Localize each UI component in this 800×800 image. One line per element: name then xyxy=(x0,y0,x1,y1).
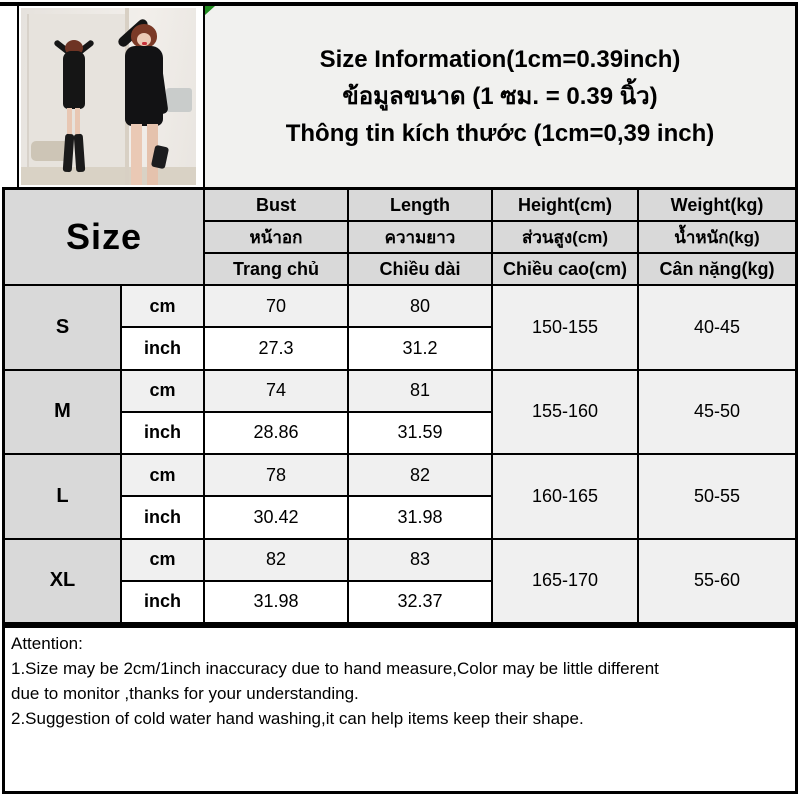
photo-model-reflection xyxy=(49,40,99,185)
col-header-bust-en: Bust xyxy=(205,190,347,220)
row-l-weight: 50-55 xyxy=(639,455,795,538)
row-xl-unit-cm: cm xyxy=(122,540,203,580)
col-header-height-en: Height(cm) xyxy=(493,190,637,220)
col-header-weight-th: น้ำหนัก(kg) xyxy=(639,222,795,252)
row-m-height: 155-160 xyxy=(493,371,637,454)
title-vietnamese: Thông tin kích thước (1cm=0,39 inch) xyxy=(285,119,715,147)
col-header-length-th: ความยาว xyxy=(349,222,491,252)
size-header-cell: Size xyxy=(5,190,203,284)
row-xl-length-inch: 32.37 xyxy=(349,582,491,622)
photo-model-foreground xyxy=(109,18,189,185)
row-l-size: L xyxy=(5,455,120,538)
row-s-size: S xyxy=(5,286,120,369)
row-s-height: 150-155 xyxy=(493,286,637,369)
row-s-length-inch: 31.2 xyxy=(349,328,491,368)
row-l-length-inch: 31.98 xyxy=(349,497,491,537)
row-s-unit-cm: cm xyxy=(122,286,203,326)
excel-corner-marker-icon xyxy=(205,6,215,15)
col-header-weight-en: Weight(kg) xyxy=(639,190,795,220)
title-cell xyxy=(203,6,798,187)
product-photo-cell xyxy=(17,6,203,187)
row-l-bust-inch: 30.42 xyxy=(205,497,347,537)
row-m-length-inch: 31.59 xyxy=(349,413,491,453)
row-xl-height: 165-170 xyxy=(493,540,637,623)
row-xl-unit-inch: inch xyxy=(122,582,203,622)
model-lips xyxy=(142,42,147,45)
model-leg xyxy=(131,124,142,185)
col-header-length-vi: Chiều dài xyxy=(349,254,491,284)
attention-note-1-cont: due to monitor ,thanks for your understanding. xyxy=(11,684,359,703)
col-header-length-en: Length xyxy=(349,190,491,220)
row-xl-bust-cm: 82 xyxy=(205,540,347,580)
row-xl-size: XL xyxy=(5,540,120,623)
title-english: Size Information(1cm=0.39inch) xyxy=(319,45,681,73)
row-xl-length-cm: 83 xyxy=(349,540,491,580)
row-xl-weight: 55-60 xyxy=(639,540,795,623)
col-header-weight-vi: Cân nặng(kg) xyxy=(639,254,795,284)
reflection-boot xyxy=(74,134,86,173)
reflection-boot xyxy=(63,134,75,173)
attention-heading: Attention: xyxy=(11,634,83,653)
row-l-length-cm: 82 xyxy=(349,455,491,495)
col-header-height-vi: Chiều cao(cm) xyxy=(493,254,637,284)
row-m-weight: 45-50 xyxy=(639,371,795,454)
col-header-height-th: ส่วนสูง(cm) xyxy=(493,222,637,252)
row-s-bust-cm: 70 xyxy=(205,286,347,326)
row-s-bust-inch: 27.3 xyxy=(205,328,347,368)
title-thai: ข้อมูลขนาด (1 ซม. = 0.39 นิ้ว) xyxy=(342,82,658,110)
row-l-bust-cm: 78 xyxy=(205,455,347,495)
attention-note-1: 1.Size may be 2cm/1inch inaccuracy due to hand measure,Color may be little different xyxy=(11,659,659,678)
row-s-weight: 40-45 xyxy=(639,286,795,369)
col-header-bust-vi: Trang chủ xyxy=(205,254,347,284)
row-m-length-cm: 81 xyxy=(349,371,491,411)
size-table xyxy=(2,187,798,625)
col-header-bust-th: หน้าอก xyxy=(205,222,347,252)
row-m-bust-cm: 74 xyxy=(205,371,347,411)
product-photo xyxy=(21,8,196,185)
row-m-size: M xyxy=(5,371,120,454)
reflection-dress xyxy=(63,51,85,109)
row-xl-bust-inch: 31.98 xyxy=(205,582,347,622)
row-m-bust-inch: 28.86 xyxy=(205,413,347,453)
row-m-unit-inch: inch xyxy=(122,413,203,453)
model-handbag xyxy=(151,145,169,169)
row-s-length-cm: 80 xyxy=(349,286,491,326)
attention-box xyxy=(2,625,798,794)
attention-note-2: 2.Suggestion of cold water hand washing,it can help items keep their shape. xyxy=(11,709,584,728)
row-l-unit-cm: cm xyxy=(122,455,203,495)
row-s-unit-inch: inch xyxy=(122,328,203,368)
row-m-unit-cm: cm xyxy=(122,371,203,411)
row-l-height: 160-165 xyxy=(493,455,637,538)
row-l-unit-inch: inch xyxy=(122,497,203,537)
